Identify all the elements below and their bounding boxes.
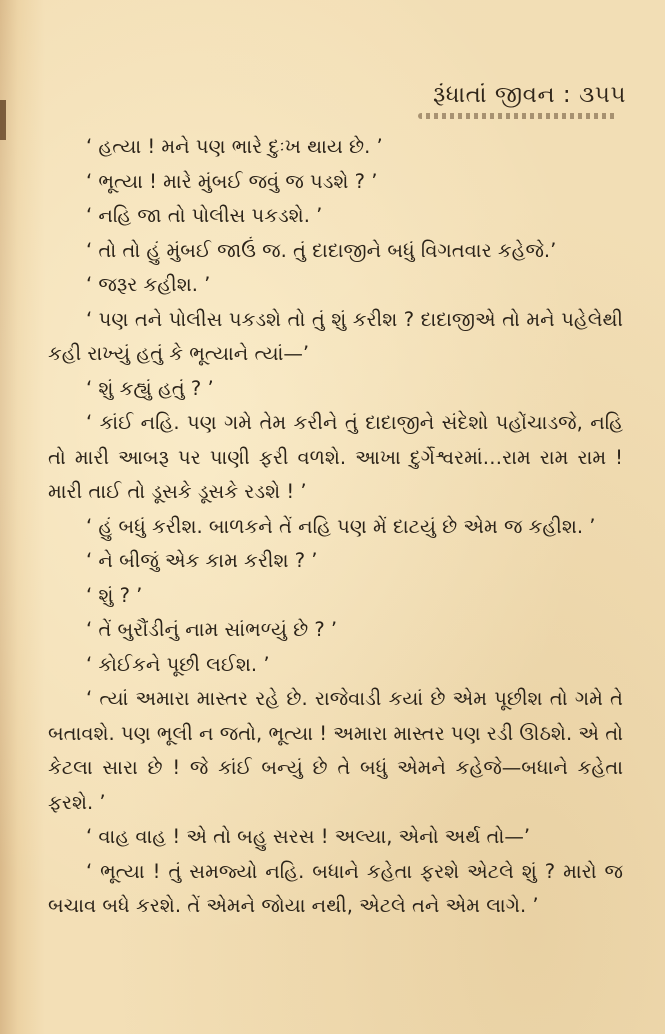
paragraph: ‘ ભૂત્યા ! તું સમજ્યો નહિ. બધાને કહેતા ફરશે એટલે શું ? મારો જ બચાવ બધે કરશે. તેં એમને જોયા નથી, એટલે તને એમ લાગે. ’ bbox=[48, 859, 623, 917]
running-header: રૂંધાતાં જીવન : ૩૫૫ bbox=[432, 82, 626, 108]
paragraph: ‘ હું બધું કરીશ. બાળકને તેં નહિ પણ મેં દાટયું છે એમ જ કહીશ. ’ bbox=[86, 514, 596, 538]
paragraph: ‘ તો તો હું મુંબઈ જાઉં જ. તું દાદાજીને બધું વિગતવાર કહેજે.’ bbox=[86, 238, 557, 262]
paragraph: ‘ વાહ વાહ ! એ તો બહુ સરસ ! અલ્યા, એનો અર્થ તો—’ bbox=[86, 825, 531, 848]
paragraph: ‘ શું કહ્યું હતું ? ’ bbox=[86, 376, 214, 400]
header-underline bbox=[418, 113, 618, 119]
page-body bbox=[48, 130, 623, 924]
paragraph: ‘ કાંઈ નહિ. પણ ગમે તેમ કરીને તું દાદાજીને સંદેશો પહોંચાડજે, નહિ તો મારી આબરૂ પર પાણી ફરી વળશે. આખા દુર્ગેશ્વરમાં…રામ રામ રામ ! મારી તાઈ તો ડૂસકે ડૂસકે રડશે ! ’ bbox=[48, 411, 623, 503]
paragraph: ‘ જરૂર કહીશ. ’ bbox=[86, 273, 211, 296]
paragraph: ‘ ત્યાં અમારા માસ્તર રહે છે. રાજેવાડી કયાં છે એમ પૂછીશ તો ગમે તે બતાવશે. પણ ભૂલી ન જતો, ભૂત્યા ! અમારા માસ્તર પણ રડી ઊઠશે. એ તો કેટલા સારા છે ! જે કાંઈ બન્યું છે તે બધું એમને કહેજે—બધાને કહેતા ફરશે. ’ bbox=[48, 687, 623, 814]
paragraph: ‘ શું ? ’ bbox=[86, 583, 143, 607]
paragraph: ‘ ને બીજું એક કામ કરીશ ? ’ bbox=[86, 549, 318, 572]
paragraph: ‘ પણ તને પોલીસ પકડશે તો તું શું કરીશ ? દાદાજીએ તો મને પહેલેથી કહી રાખ્યું હતું કે ભૂત્યાને ત્યાં—’ bbox=[48, 307, 623, 365]
spine-mark bbox=[0, 100, 6, 140]
paragraph: ‘ નહિ જા તો પોલીસ પકડશે. ’ bbox=[86, 204, 323, 227]
paragraph: ‘ કોઈકને પૂછી લઈશ. ’ bbox=[86, 652, 270, 676]
paragraph: ‘ તેં બુરૌંડીનું નામ સાંભળ્યું છે ? ’ bbox=[86, 618, 338, 641]
paragraph: ‘ ભૂત્યા ! મારે મુંબઈ જવું જ પડશે ? ’ bbox=[86, 169, 378, 193]
paragraph: ‘ હત્યા ! મને પણ ભારે દુઃખ થાય છે. ’ bbox=[86, 135, 383, 158]
